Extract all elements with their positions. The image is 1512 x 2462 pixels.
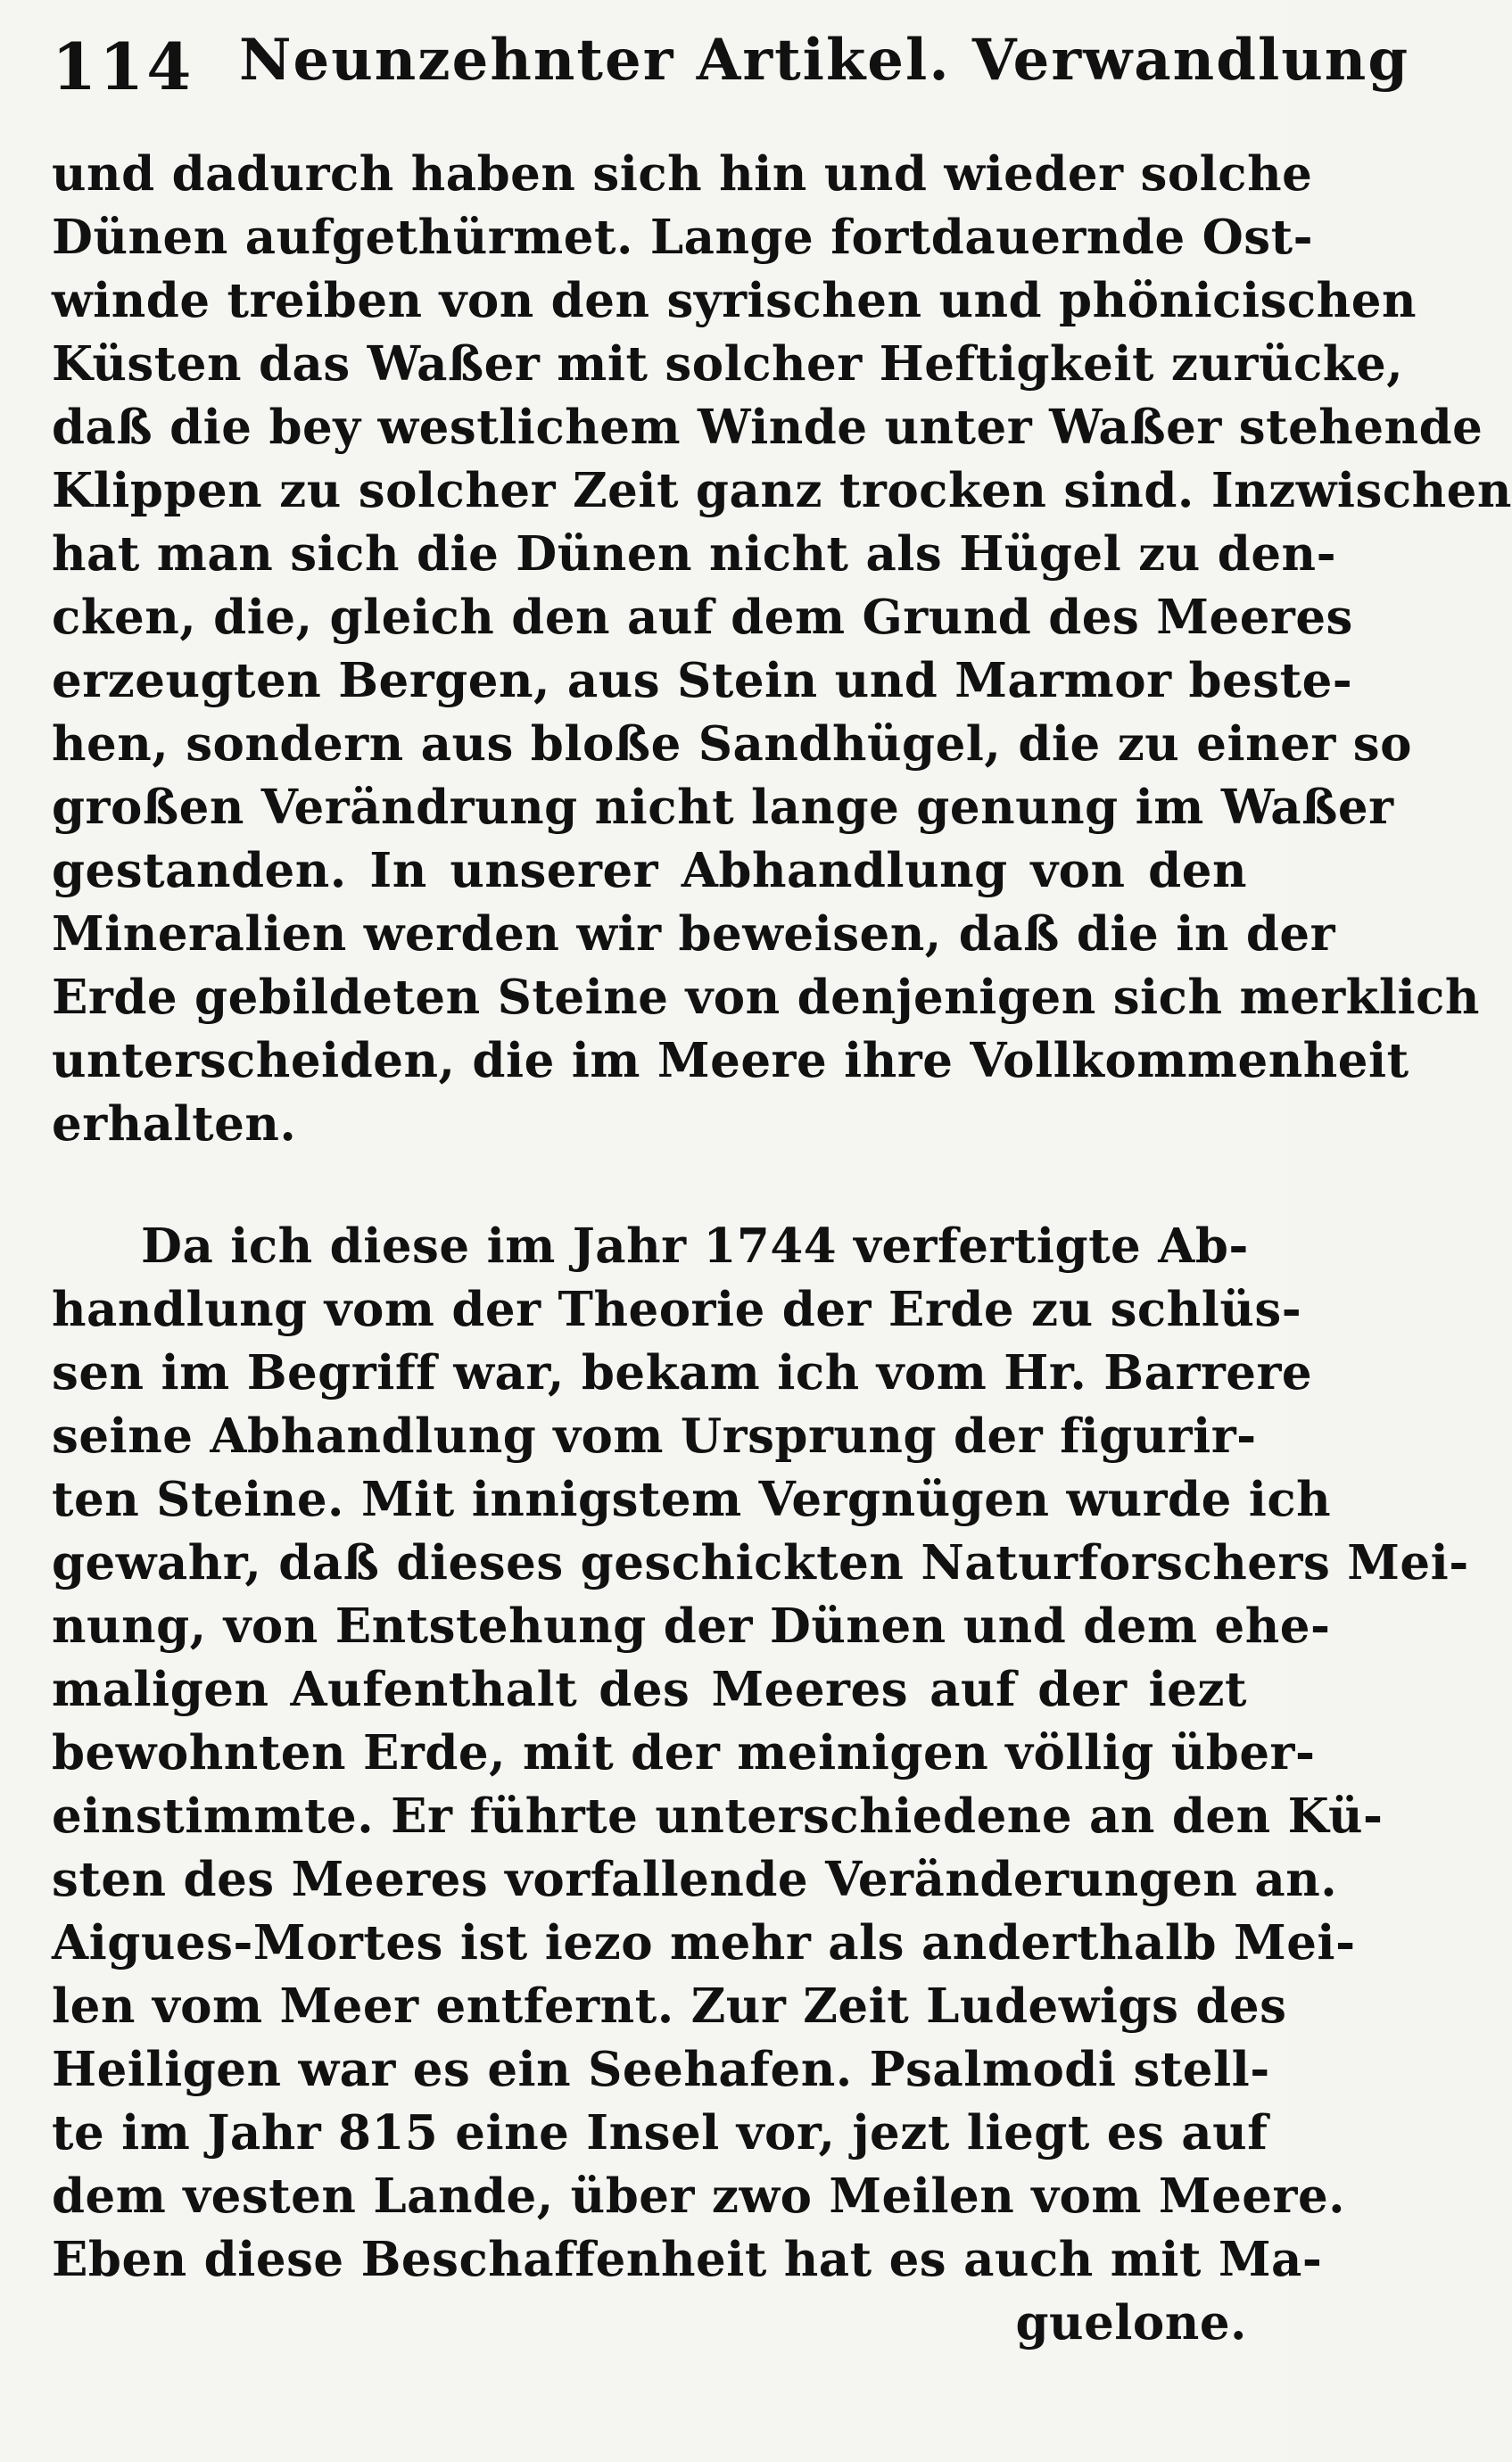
running-title: Neunzehnter Artikel. Verwandlung: [239, 27, 1410, 94]
text-line: Erde gebildeten Steine von denjenigen sich merklich: [52, 970, 1480, 1025]
text-line: Mineralien werden wir beweisen, daß die in der: [52, 906, 1336, 962]
text-line: cken, die, gleich den auf dem Grund des Meeres: [52, 590, 1353, 645]
text-line: sten des Meeres vorfallende Veränderungen an.: [52, 1852, 1338, 1907]
text-line: Eben diese Beschaffenheit hat es auch mit Ma-: [52, 2232, 1323, 2287]
text-line: einstimmte. Er führte unterschiedene an den Kü-: [52, 1789, 1384, 1844]
text-line: guelone.: [1015, 2295, 1247, 2350]
text-line: Küsten das Waßer mit solcher Heftigkeit zurücke,: [52, 336, 1404, 392]
text-line: erzeugten Bergen, aus Stein und Marmor beste-: [52, 653, 1353, 708]
page-number: 114: [52, 29, 194, 104]
paragraph-2: [52, 1215, 1469, 2355]
text-line: und dadurch haben sich hin und wieder solche: [52, 146, 1313, 202]
text-line: daß die bey westlichem Winde unter Waßer stehende: [52, 400, 1483, 455]
text-line: len vom Meer entfernt. Zur Zeit Ludewigs des: [52, 1979, 1287, 2034]
text-line: te im Jahr 815 eine Insel vor, jezt liegt es auf: [52, 2105, 1268, 2160]
text-line: Heiligen war es ein Seehafen. Psalmodi stell-: [52, 2042, 1270, 2097]
text-line: dem vesten Lande, über zwo Meilen vom Meere.: [52, 2169, 1346, 2224]
text-line: großen Verändrung nicht lange genung im Waßer: [52, 780, 1394, 835]
page-header: [52, 20, 1410, 118]
page-body: [52, 143, 1512, 2355]
text-line: bewohnten Erde, mit der meinigen völlig über-: [52, 1725, 1316, 1780]
text-line: Aigues-Mortes ist iezo mehr als anderthalb Mei-: [52, 1915, 1356, 1970]
text-line: sen im Begriff war, bekam ich vom Hr. Barrere: [52, 1345, 1313, 1400]
text-line: handlung vom der Theorie der Erde zu schlüs-: [52, 1282, 1302, 1337]
text-line: winde treiben von den syrischen und phönicischen: [52, 273, 1417, 328]
text-line: hat man sich die Dünen nicht als Hügel zu den-: [52, 526, 1337, 582]
paragraph-gap: [52, 1156, 1247, 1215]
text-line: ten Steine. Mit innigstem Vergnügen wurde ich: [52, 1472, 1332, 1527]
text-line: seine Abhandlung vom Ursprung der figurir-: [52, 1409, 1257, 1464]
text-line: unterscheiden, die im Meere ihre Vollkommenheit: [52, 1033, 1409, 1088]
paragraph-1: [52, 143, 1512, 1156]
text-line: hen, sondern aus bloße Sandhügel, die zu einer so: [52, 716, 1412, 772]
text-line: gewahr, daß dieses geschickten Naturforschers Mei-: [52, 1535, 1469, 1590]
text-line: Dünen aufgethürmet. Lange fortdauernde Ost-: [52, 210, 1314, 265]
text-line: Klippen zu solcher Zeit ganz trocken sind. Inzwischen: [52, 463, 1512, 518]
text-line: maligen Aufenthalt des Meeres auf der iezt: [52, 1662, 1247, 1717]
text-line: Da ich diese im Jahr 1744 verfertigte Ab-: [141, 1219, 1249, 1274]
text-line: gestanden. In unserer Abhandlung von den: [52, 843, 1247, 898]
text-line: nung, von Entstehung der Dünen und dem ehe-: [52, 1599, 1331, 1654]
text-line: erhalten.: [52, 1096, 297, 1152]
